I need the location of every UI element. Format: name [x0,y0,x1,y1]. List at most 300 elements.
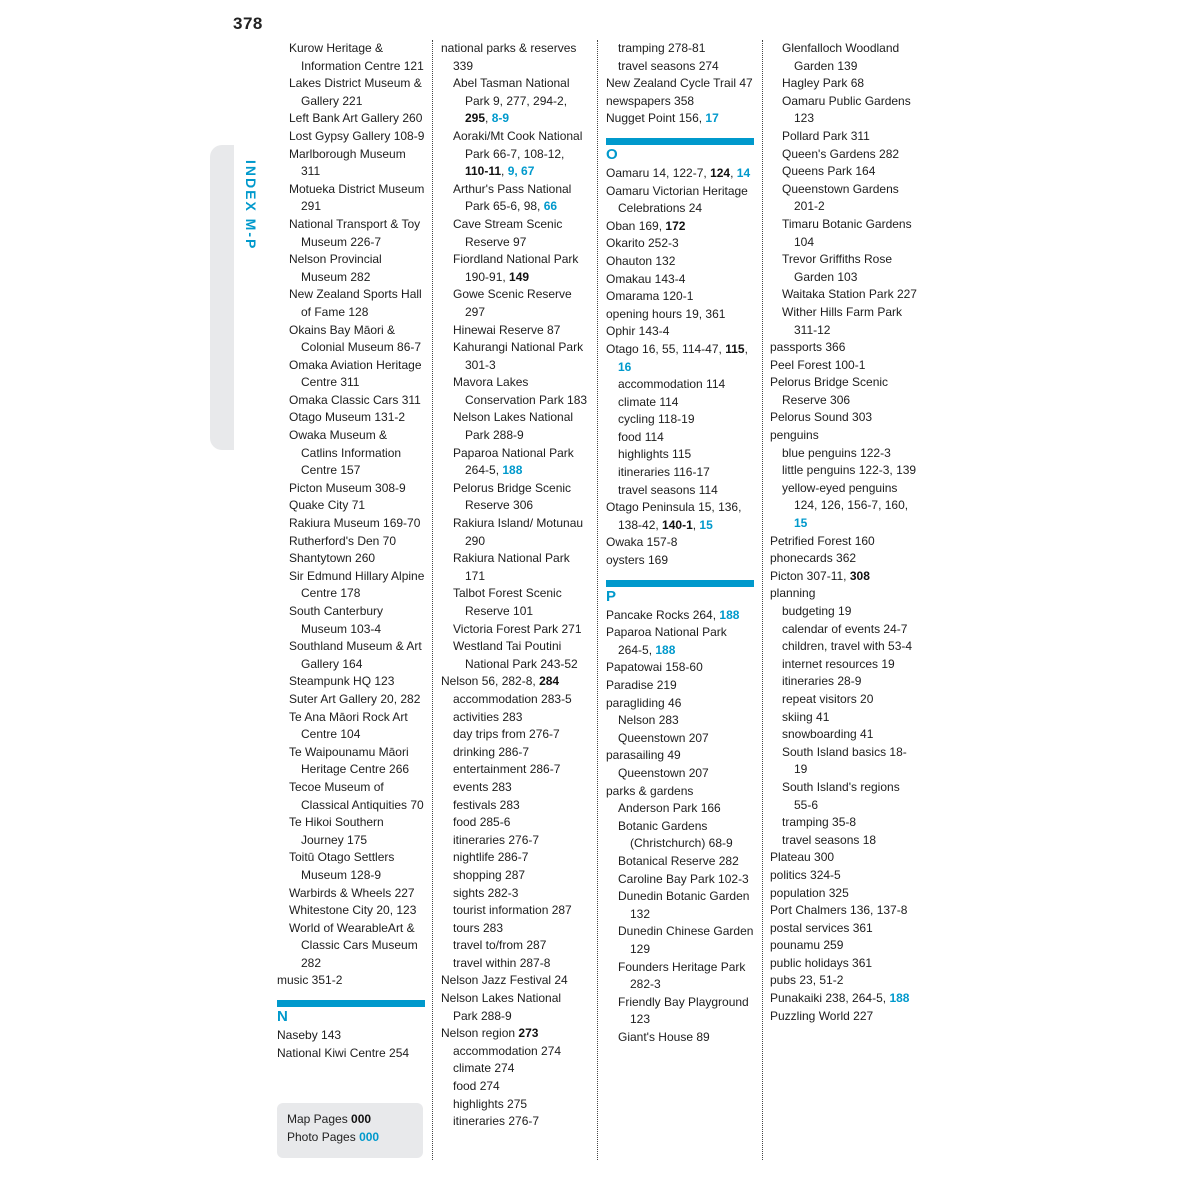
entry-text: children, travel with 53-4 [782,639,913,654]
index-entry [770,409,920,427]
entry-text: public holidays 361 [770,955,873,970]
index-subentry [441,181,589,216]
legend-map-code: 000 [351,1112,372,1126]
letter-section-bar [606,580,754,587]
entry-text: Pelorus Sound 303 [770,410,873,425]
index-entry [606,499,754,534]
entry-text: yellow-eyed penguins 124, 126, 156-7, 160, [782,480,909,513]
index-entry [606,306,754,324]
index-subentry [277,550,425,568]
photo-page-ref: 188 [719,607,740,622]
entry-text: postal services 361 [770,920,873,935]
index-subentry [606,818,754,853]
entry-text: tours 283 [453,920,504,935]
index-subentry [441,409,589,444]
entry-text: South Canterbury Museum 103-4 [289,604,384,636]
index-entry [606,183,754,218]
index-subentry [441,726,589,744]
entry-text: tramping 35-8 [782,815,857,830]
map-page-ref: 308 [849,568,870,583]
index-subentry [441,744,589,762]
entry-text: parks & gardens [606,783,694,798]
entry-text: repeat visitors 20 [782,691,874,706]
index-subentry [441,761,589,779]
index-subentry [277,691,425,709]
index-subentry [277,902,425,920]
entry-text: travel seasons 114 [618,482,718,497]
entry-text: Nugget Point 156, [606,111,703,126]
index-entry [441,990,589,1025]
index-subentry [277,814,425,849]
entry-text: World of WearableArt & Classic Cars Museum 282 [289,920,418,970]
index-subentry [277,497,425,515]
entry-text: Westland Tai Poutini National Park 243-52 [453,639,578,671]
entry-text: Papatowai 158-60 [606,660,703,675]
entry-text: Steampunk HQ 123 [289,674,395,689]
entry-text: music 351-2 [277,973,343,988]
index-entry [441,1025,589,1043]
index-entry [606,695,754,713]
index-subentry [441,339,589,374]
index-subentry [770,744,920,779]
index-entry [441,972,589,990]
entry-text: Kurow Heritage & Information Centre 121 [289,41,424,73]
index-entry [770,937,920,955]
index-subentry [770,656,920,674]
index-subentry [441,515,589,550]
index-subentry [441,621,589,639]
photo-page-ref: 188 [502,463,523,478]
letter-section-bar [277,1000,425,1007]
entry-text: accommodation 283-5 [453,691,572,706]
entry-text: Nelson Lakes National Park 288-9 [453,410,574,443]
legend-photo-label: Photo Pages [287,1130,356,1144]
entry-text: oysters 169 [606,553,669,568]
photo-page-ref: 8-9 [491,111,510,126]
index-subentry [770,638,920,656]
map-page-ref: 172 [665,218,686,233]
entry-text: Nelson Lakes National Park 288-9 [441,991,562,1023]
entry-text: Toitū Otago Settlers Museum 128-9 [289,850,395,882]
index-subentry [770,286,920,304]
index-subentry [770,673,920,691]
index-subentry [770,779,920,814]
index-subentry [277,146,425,181]
entry-text: Nelson Jazz Festival 24 [441,973,568,988]
index-subentry [770,128,920,146]
entry-text: Otago Peninsula 15, 136, 138-42, [606,500,742,532]
entry-text: budgeting 19 [782,604,852,618]
entry-text: Oamaru 14, 122-7, [606,165,707,180]
index-subentry [277,603,425,638]
entry-text: Te Ana Māori Rock Art Centre 104 [289,709,408,742]
entry-text: Lakes District Museum & Gallery 221 [289,76,422,108]
entry-text: itineraries 276-7 [453,832,540,847]
entry-text: Victoria Forest Park 271 [453,621,582,636]
photo-page-ref: 16 [618,359,632,374]
entry-text: Shantytown 260 [289,551,376,566]
index-entry [770,568,920,586]
index-subentry [277,709,425,744]
index-subentry [770,709,920,727]
index-subentry [277,568,425,603]
legend-photo-code: 000 [359,1130,380,1144]
entry-text: travel seasons 18 [782,832,877,847]
entry-text: Nelson 283 [618,713,679,728]
index-entry [606,288,754,306]
entry-text: blue penguins 122-3 [782,445,891,460]
letter-heading: O [606,145,618,163]
index-subentry [441,814,589,832]
entry-text: Okains Bay Māori & Colonial Museum 86-7 [289,322,422,355]
index-subentry [770,621,920,639]
entry-text: Petrified Forest 160 [770,533,875,548]
index-subentry [770,462,920,480]
index-entry [606,783,754,801]
entry-text: Glenfalloch Woodland Garden 139 [782,41,900,73]
entry-text: accommodation 114 [618,377,726,392]
index-subentry [277,286,425,321]
index-subentry [277,533,425,551]
entry-text: Port Chalmers 136, 137-8 [770,903,908,918]
entry-text: activities 283 [453,709,523,724]
index-entry [606,341,754,376]
index-subentry [441,322,589,340]
index-entry [770,920,920,938]
entry-text: Quake City 71 [289,498,366,513]
index-subentry [606,712,754,730]
ref-separator: , [744,341,748,356]
entry-text: Ophir 143-4 [606,324,670,339]
index-entry [770,902,920,920]
entry-text: internet resources 19 [782,656,895,671]
index-subentry [606,411,754,429]
index-subentry [606,394,754,412]
ref-separator: , [501,164,508,179]
entry-text: nightlife 286-7 [453,850,529,865]
entry-text: Waitaka Station Park 227 [782,287,917,302]
index-subentry [277,885,425,903]
index-subentry [441,849,589,867]
map-page-ref: 115 [725,341,745,356]
index-subentry [277,638,425,673]
entry-text: events 283 [453,779,512,794]
entry-text: Paparoa National Park 264-5, [453,445,574,478]
entry-text: festivals 283 [453,797,520,812]
index-subentry [441,920,589,938]
entry-text: travel to/from 287 [453,938,547,953]
index-subentry [441,374,589,409]
index-subentry [277,920,425,973]
entry-text: Pancake Rocks 264, [606,607,717,622]
entry-text: little penguins 122-3, 139 [782,463,917,478]
index-subentry [606,429,754,447]
entry-text: Owaka 157-8 [606,535,678,550]
index-subentry [277,40,425,75]
entry-text: phonecards 362 [770,551,857,566]
photo-page-ref: 9, 67 [507,164,535,179]
index-entry [277,972,425,990]
entry-text: Left Bank Art Gallery 260 [289,111,423,126]
index-entry [606,659,754,677]
index-subentry [441,75,589,128]
index-entry [606,165,754,183]
index-column-2 [441,40,589,1131]
index-subentry [606,994,754,1029]
entry-text: South Island basics 18-19 [782,744,907,777]
index-subentry [770,75,920,93]
index-subentry [277,480,425,498]
entry-text: Sir Edmund Hillary Alpine Centre 178 [289,568,425,601]
entry-text: itineraries 276-7 [453,1114,540,1129]
photo-page-ref: 15 [699,517,713,532]
index-entry [441,40,589,75]
index-entry [606,271,754,289]
index-subentry [606,464,754,482]
index-subentry [770,251,920,286]
index-subentry [441,1043,589,1061]
photo-page-ref: 15 [794,516,808,531]
entry-text: New Zealand Cycle Trail 47 [606,76,753,91]
entry-text: Aoraki/Mt Cook National Park 66-7, 108-12, [453,128,583,161]
entry-text: Botanical Reserve 282 [618,853,739,868]
photo-page-ref: 66 [543,199,558,214]
index-entry [606,534,754,552]
entry-text: planning [770,586,816,601]
index-subentry [441,1078,589,1096]
index-entry [606,75,754,93]
index-subentry [770,216,920,251]
map-page-ref: 140-1 [662,517,693,532]
index-entry [606,747,754,765]
column-divider [432,40,433,1160]
entry-text: Queenstown Gardens 201-2 [782,181,899,214]
photo-page-ref: 188 [655,642,676,657]
entry-text: Motueka District Museum 291 [289,181,425,214]
index-subentry [606,923,754,958]
index-subentry [277,357,425,392]
legend-map-label: Map Pages [287,1112,348,1126]
index-subentry [770,691,920,709]
index-entry [770,374,920,409]
index-subentry [277,779,425,814]
index-entry [606,218,754,236]
entry-text: Paradise 219 [606,678,677,692]
index-subentry [770,814,920,832]
entry-text: Punakaiki 238, 264-5, [770,991,887,1006]
index-subentry [277,409,425,427]
index-side-tab [210,145,234,450]
map-page-ref: 273 [518,1026,539,1041]
photo-page-ref: 14 [736,165,751,180]
entry-text: Dunedin Botanic Garden 132 [618,889,750,921]
index-subentry [441,779,589,797]
index-subentry [277,673,425,691]
letter-section-bar [606,138,754,145]
index-entry [770,885,920,903]
letter-heading: N [277,1008,288,1026]
index-entry [606,323,754,341]
entry-text: food 114 [618,429,664,444]
entry-text: Pollard Park 311 [782,128,870,143]
column-divider [762,40,763,1160]
entry-text: skiing 41 [782,709,830,724]
entry-text: entertainment 286-7 [453,762,561,777]
entry-text: day trips from 276-7 [453,727,560,742]
entry-text: Hinewai Reserve 87 [453,322,561,337]
index-subentry [770,40,920,75]
entry-text: Nelson 56, 282-8, [441,674,536,689]
entry-text: South Island's regions 55-6 [782,779,900,812]
entry-text: Picton 307-11, [770,568,847,583]
entry-text: itineraries 116-17 [618,465,710,480]
photo-page-ref: 188 [889,991,910,1006]
entry-text: highlights 115 [618,447,692,462]
index-column-1 [277,40,425,1062]
entry-text: Te Waipounamu Māori Heritage Centre 266 [289,744,410,777]
index-subentry [441,286,589,321]
entry-text: Gowe Scenic Reserve 297 [453,287,572,319]
index-subentry [770,726,920,744]
entry-text: Paparoa National Park 264-5, [606,625,727,657]
entry-text: Southland Museum & Art Gallery 164 [289,639,422,671]
index-entry [770,427,920,445]
index-entry [606,110,754,128]
entry-text: penguins [770,428,819,443]
entry-text: Mavora Lakes Conservation Park 183 [453,375,588,407]
ref-separator: , [485,111,492,126]
index-subentry [606,959,754,994]
entry-text: Omaka Classic Cars 311 [289,392,421,407]
entry-text: Otago 16, 55, 114-47, [606,341,722,356]
entry-text: Warbirds & Wheels 227 [289,885,415,900]
entry-text: Rakiura Museum 169-70 [289,516,421,531]
entry-text: Omarama 120-1 [606,289,694,304]
index-entry [606,624,754,659]
index-subentry [441,885,589,903]
index-entry [770,990,920,1008]
entry-text: Suter Art Gallery 20, 282 [289,691,421,706]
entry-text: climate 114 [618,394,679,409]
entry-text: newspapers 358 [606,93,695,108]
entry-text: paragliding 46 [606,695,682,710]
entry-text: drinking 286-7 [453,744,530,759]
entry-text: parasailing 49 [606,748,681,763]
index-entry [277,1027,425,1045]
entry-text: Talbot Forest Scenic Reserve 101 [453,586,562,618]
index-subentry [441,797,589,815]
index-subentry [770,181,920,216]
index-subentry [606,800,754,818]
index-subentry [277,515,425,533]
entry-text: Owaka Museum & Catlins Information Centre 157 [289,428,402,478]
legend-photo-pages [287,1128,413,1146]
entry-text: passports 366 [770,340,846,355]
entry-text: accommodation 274 [453,1043,562,1058]
index-entry [277,1045,425,1063]
index-subentry [606,853,754,871]
entry-text: Fiordland National Park 190-91, [453,252,579,284]
entry-text: food 285-6 [453,815,511,830]
entry-text: pubs 23, 51-2 [770,973,844,988]
entry-text: Rutherford's Den 70 [289,533,397,548]
entry-text: Friendly Bay Playground 123 [618,994,749,1027]
entry-text: shopping 287 [453,867,526,882]
index-subentry [606,888,754,923]
entry-text: Queenstown 207 [618,765,709,780]
index-subentry [441,867,589,885]
index-subentry [606,40,754,58]
page-number: 378 [233,14,263,33]
index-tab-label [240,160,260,260]
column-divider [597,40,598,1160]
index-entry [770,533,920,551]
index-subentry [441,128,589,181]
index-subentry [277,251,425,286]
map-page-ref: 110-11 [465,164,502,179]
index-subentry [770,832,920,850]
index-subentry [606,482,754,500]
index-subentry [606,446,754,464]
index-entry [606,552,754,570]
entry-text: pounamu 259 [770,938,844,953]
entry-text: Oamaru Public Gardens 123 [782,93,911,126]
entry-text: Nelson region [441,1026,516,1041]
index-subentry [277,110,425,128]
entry-text: Ohauton 132 [606,253,676,268]
index-entry [770,849,920,867]
entry-text: Te Hikoi Southern Journey 175 [289,815,384,847]
index-subentry [606,1029,754,1047]
legend-map-pages [287,1110,413,1128]
entry-text: travel seasons 274 [618,58,719,73]
index-subentry [277,392,425,410]
entry-text: climate 274 [453,1061,515,1076]
entry-text: Whitestone City 20, 123 [289,903,417,918]
ref-separator: , [730,165,737,180]
index-entry [770,357,920,375]
index-entry [606,677,754,695]
entry-text: Cave Stream Scenic Reserve 97 [453,216,563,249]
index-subentry [441,902,589,920]
index-entry [770,585,920,603]
entry-text: Queens Park 164 [782,164,876,179]
entry-text: Trevor Griffiths Rose Garden 103 [782,252,893,284]
entry-text: National Transport & Toy Museum 226-7 [289,216,421,249]
index-entry [770,955,920,973]
entry-text: Oban 169, [606,218,663,233]
index-subentry [277,427,425,480]
entry-text: highlights 275 [453,1096,528,1111]
entry-text: tourist information 287 [453,903,572,918]
entry-text: Queenstown 207 [618,730,709,745]
entry-text: travel within 287-8 [453,955,551,970]
index-subentry [441,480,589,515]
index-entry [441,673,589,691]
map-page-ref: 295 [465,111,486,126]
entry-text: Botanic Gardens (Christchurch) 68-9 [618,818,733,851]
index-subentry [441,216,589,251]
entry-text: Hagley Park 68 [782,76,865,91]
entry-text: Oamaru Victorian Heritage Celebrations 24 [606,183,748,216]
entry-text: Giant's House 89 [618,1029,710,1044]
map-page-ref: 149 [509,269,530,284]
entry-text: Puzzling World 227 [770,1008,874,1023]
ref-separator: , [692,517,700,532]
index-subentry [441,251,589,286]
entry-text: Rakiura National Park 171 [453,551,570,583]
entry-text: Otago Museum 131-2 [289,410,406,425]
